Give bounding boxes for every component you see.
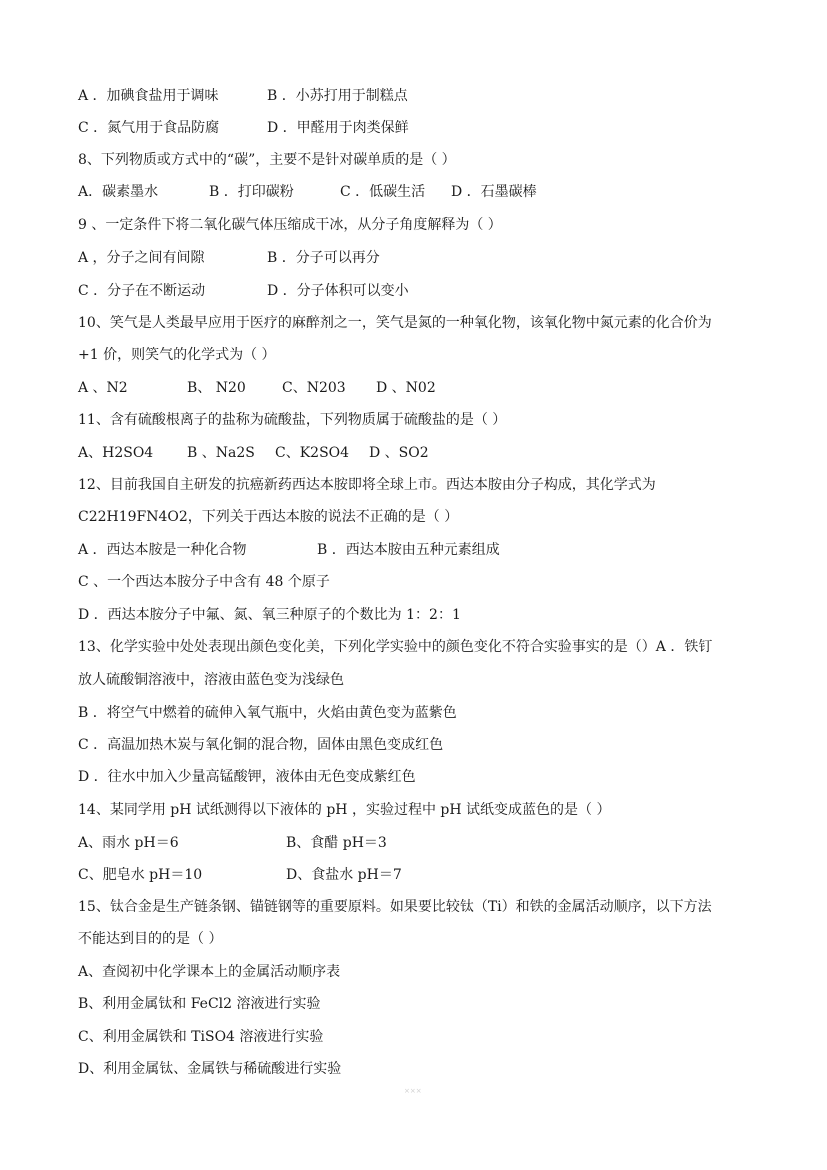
question-13: 13、化学实验中处处表现出颜色变化美，下列化学实验中的颜色变化不符合实验事实的是（）A ．铁钉 xyxy=(78,639,713,655)
question-11: 11、含有硫酸根离子的盐称为硫酸盐，下列物质属于硫酸盐的是（ ） xyxy=(78,412,507,428)
option-d: D 、N02 xyxy=(376,380,436,396)
option-c: C 、一个西达本胺分子中含有 48 个原子 xyxy=(78,574,330,590)
option-a: A 、N2 xyxy=(78,380,128,396)
question-10: 10、笑气是人类最早应用于医疗的麻醉剂之一，笑气是氮的一种氧化物，该氧化物中氮元素的化合价为 xyxy=(78,315,712,331)
question-10-continued: +1 价，则笑气的化学式为（ ） xyxy=(78,347,276,363)
option-d: D 、SO2 xyxy=(369,445,429,461)
option-b: B ．小苏打用于制糕点 xyxy=(267,88,408,104)
question-12: 12、目前我国自主研发的抗癌新药西达本胺即将全球上市。西达本胺由分子构成，其化学式为 xyxy=(78,477,656,493)
question-12-continued: C22H19FN4O2，下列关于西达本胺的说法不正确的是（ ） xyxy=(78,509,459,525)
question-15-continued: 不能达到目的的是（ ） xyxy=(78,931,223,947)
option-c: C、N203 xyxy=(282,380,346,396)
option-b: B ．打印碳粉 xyxy=(209,184,294,200)
option-d: D、食盐水 pH＝7 xyxy=(286,867,402,883)
option-d: D ．石墨碳棒 xyxy=(451,184,537,200)
option-a: A、H2SO4 xyxy=(78,445,154,461)
option-b: B ．西达本胺由五种元素组成 xyxy=(317,542,500,558)
option-d: D ．西达本胺分子中氟、氮、氧三种原子的个数比为 1：2：1 xyxy=(78,607,461,623)
option-b: B ．分子可以再分 xyxy=(267,250,380,266)
option-b: B 、Na2S xyxy=(187,445,255,461)
option-b: B ．将空气中燃着的硫伸入氧气瓶中，火焰由黄色变为蓝紫色 xyxy=(78,705,457,721)
option-c: C、利用金属铁和 TiSO4 溶液进行实验 xyxy=(78,1029,324,1045)
option-d: D ．分子体积可以变小 xyxy=(267,283,409,299)
option-d: D、利用金属钛、金属铁与稀硫酸进行实验 xyxy=(78,1061,342,1077)
option-a: A．碳素墨水 xyxy=(78,184,159,200)
option-d: D ．甲醛用于肉类保鲜 xyxy=(267,120,409,136)
option-b: B、食醋 pH＝3 xyxy=(286,835,387,851)
question-15: 15、钛合金是生产链条钢、锚链钢等的重要原料。如果要比较钛（Ti）和铁的金属活动顺序，以下方法 xyxy=(78,899,712,915)
option-a: A、雨水 pH＝6 xyxy=(78,835,179,851)
option-c: C ．氮气用于食品防腐 xyxy=(78,120,220,136)
question-14: 14、某同学用 pH 试纸测得以下液体的 pH ，实验过程中 pH 试纸变成蓝色的是（ ） xyxy=(78,802,611,818)
option-c: C ．高温加热木炭与氧化铜的混合物，固体由黑色变成红色 xyxy=(78,737,444,753)
page-footer: ××× xyxy=(404,1087,422,1095)
option-c: C、肥皂水 pH＝10 xyxy=(78,867,203,883)
option-a: A、查阅初中化学课本上的金属活动顺序表 xyxy=(78,964,341,980)
option-c: C、K2SO4 xyxy=(275,445,350,461)
option-b: B、利用金属钛和 FeCl2 溶液进行实验 xyxy=(78,996,321,1012)
option-d: D ．往水中加入少量高锰酸钾，液体由无色变成紫红色 xyxy=(78,769,416,785)
question-9: 9 、一定条件下将二氧化碳气体压缩成干冰，从分子角度解释为（ ） xyxy=(78,217,502,233)
option-c: C ．低碳生活 xyxy=(340,184,426,200)
option-a: A ．西达本胺是一种化合物 xyxy=(78,542,247,558)
question-8: 8、下列物质或方式中的“碳”，主要不是针对碳单质的是（ ） xyxy=(78,152,456,168)
option-b: B、 N20 xyxy=(187,380,246,396)
option-a: A ．加碘食盐用于调味 xyxy=(78,88,219,104)
question-13-continued: 放人硫酸铜溶液中，溶液由蓝色变为浅绿色 xyxy=(78,672,344,688)
option-a: A ，分子之间有间隙 xyxy=(78,250,205,266)
option-c: C ．分子在不断运动 xyxy=(78,283,206,299)
